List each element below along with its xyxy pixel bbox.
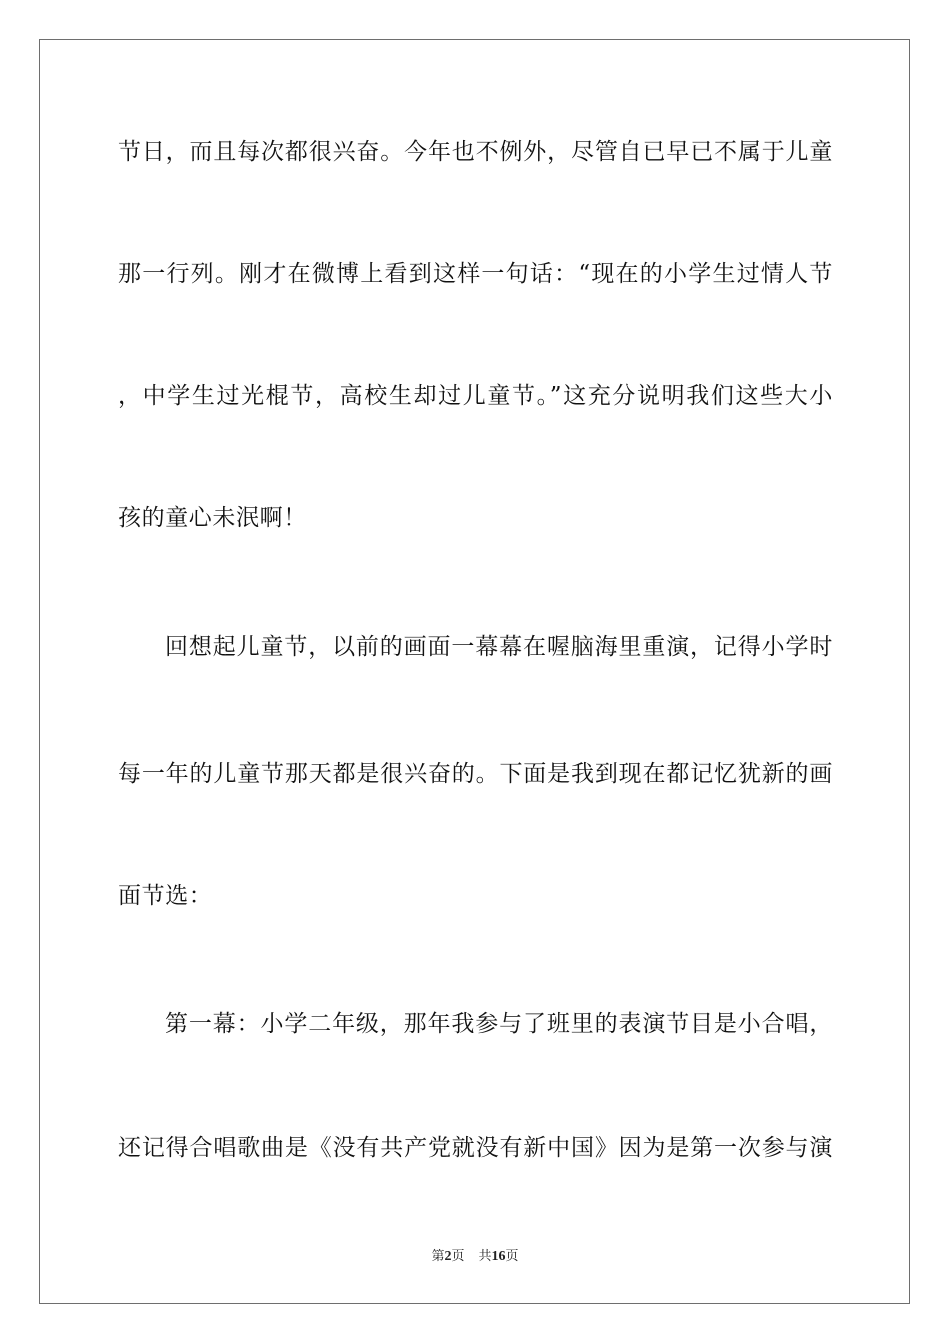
page-current: 2 <box>444 1249 452 1264</box>
page-border <box>39 39 910 1304</box>
body-text-line-1: 节日，而且每次都很兴奋。今年也不例外，尽管自已早已不属于儿童 <box>118 139 833 165</box>
body-text-line-4: 孩的童心未泯啊！ <box>118 505 307 531</box>
total-prefix: 共 <box>478 1249 492 1264</box>
body-text-line-5: 回想起儿童节，以前的画面一幕幕在喔脑海里重演，记得小学时 <box>165 634 833 660</box>
body-text-line-2: 那一行列。刚才在微博上看到这样一句话：“现在的小学生过情人节 <box>118 261 833 287</box>
body-text-line-8: 第一幕：小学二年级，那年我参与了班里的表演节目是小合唱， <box>165 1011 833 1037</box>
body-text-line-7: 面节选： <box>118 883 213 909</box>
body-text-line-9: 还记得合唱歌曲是《没有共产党就没有新中国》因为是第一次参与演 <box>118 1135 833 1161</box>
body-text-line-6: 每一年的儿童节那天都是很兴奋的。下面是我到现在都记忆犹新的画 <box>118 761 833 787</box>
body-text-line-3: ，中学生过光棍节，高校生却过儿童节。”这充分说明我们这些大小 <box>118 383 833 409</box>
total-unit: 页 <box>505 1249 519 1264</box>
page-prefix: 第 <box>431 1249 445 1264</box>
page-footer <box>0 1248 950 1266</box>
page-total: 16 <box>491 1249 506 1264</box>
page-unit: 页 <box>451 1249 465 1264</box>
